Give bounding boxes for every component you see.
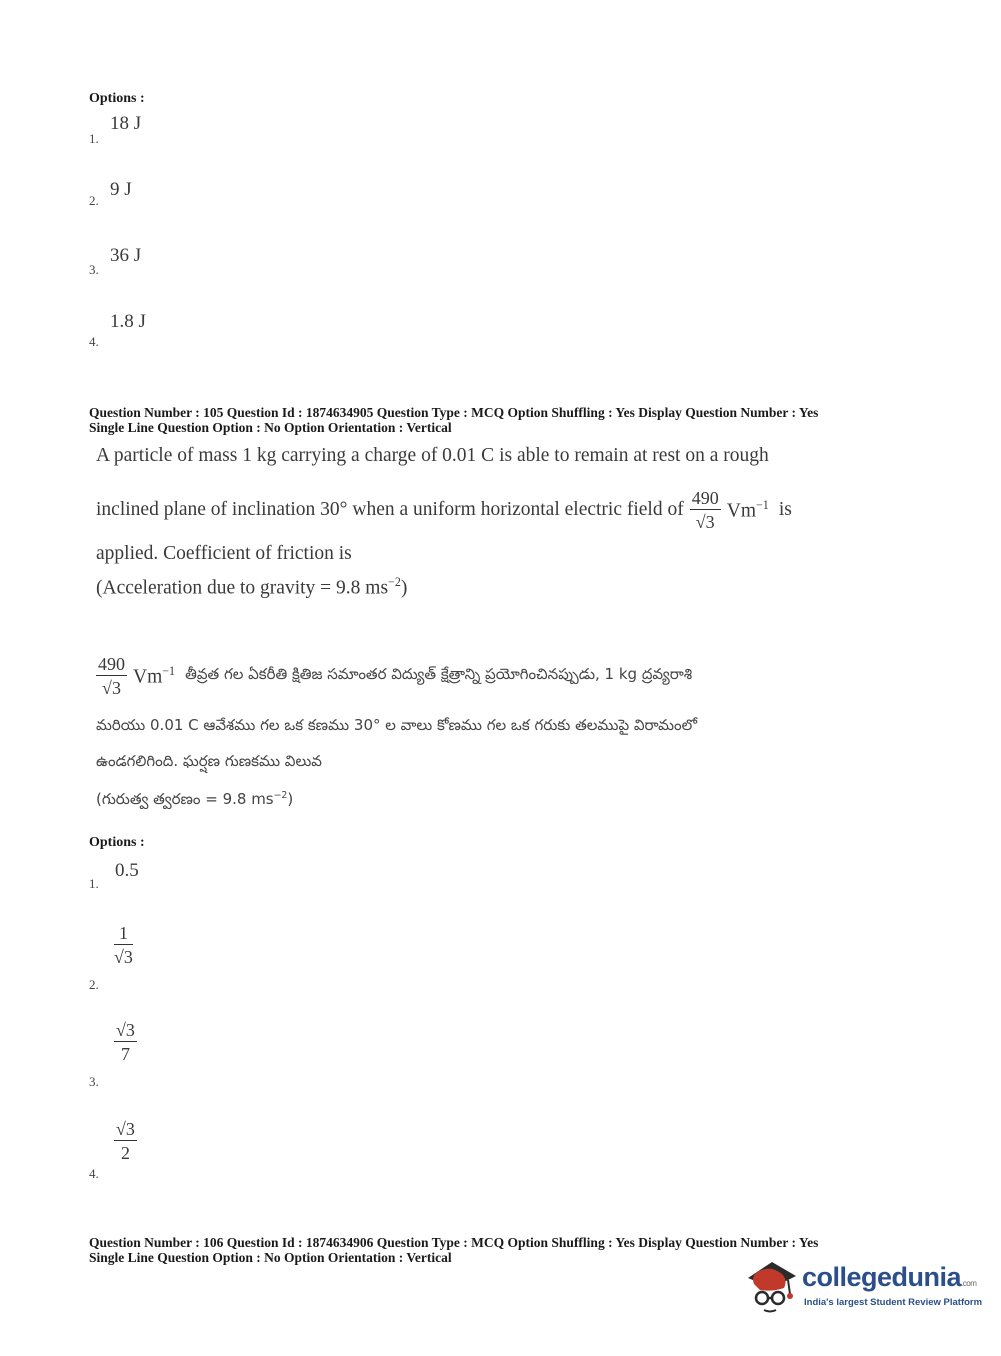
question-header: Question Number : 106 Question Id : 1874634906 Question Type : MCQ Option Shuffling : Yes Display Question Number : Yes [89,1235,819,1250]
sqrt-radicand: 3 [125,1119,135,1139]
logo-suffix: .com [961,1279,977,1288]
question-text-line-telugu: ఉండగలిగింది. ఘర్షణ గుణకము విలువ [96,752,322,770]
option-number: 4. [89,334,99,349]
collegedunia-logo[interactable] [742,1252,983,1322]
sqrt-radicand: 3 [111,678,121,698]
sqrt-symbol: √ [116,1020,126,1040]
fraction-numerator [114,1120,137,1141]
question-text-fragment: inclined plane of inclination 30° when a uniform horizontal electric field of [96,499,684,520]
field-unit: $Vm^{-1}$ [133,663,176,688]
field-fraction [690,489,721,531]
option-number: 2. [89,193,99,208]
question-header-sub: Single Line Question Option : No Option Orientation : Vertical [89,1250,452,1265]
fraction-numerator: 490 [98,654,125,674]
option-fraction [114,1120,137,1162]
option-value: 9 J [110,179,132,200]
sqrt-symbol: √ [116,1119,126,1139]
option-value: 1.8 J [110,311,146,332]
fraction-denominator: 7 [120,1044,130,1064]
field-fraction [96,655,127,697]
question-text-line [96,480,792,540]
fraction-denominator [96,676,127,697]
sqrt-symbol: √ [695,512,706,532]
question-text-line: applied. Coefficient of friction is [96,543,352,564]
question-text-fragment: is [778,499,792,520]
question-text-line-telugu: మరియు 0.01 C ఆవేశము గల ఒక కణము 30° ల వాలు కోణము గల ఒక గరుకు తలముపై విరామంలో [96,716,698,734]
question-text-line: (Acceleration due to gravity = 9.8 $ms^{-2}$) [96,575,408,599]
option-fraction [114,1021,137,1063]
option-number: 2. [89,977,99,992]
option-number: 4. [89,1166,99,1181]
option-value: 18 J [110,113,142,134]
question-header: Question Number : 105 Question Id : 1874634905 Question Type : MCQ Option Shuffling : Yes Display Question Number : Yes [89,405,819,420]
option-value: 36 J [110,245,142,266]
option-number: 3. [89,1074,99,1089]
question-text-line: A particle of mass 1 kg carrying a charge of 0.01 C is able to remain at rest on a rough [96,445,769,466]
question-text-fragment: తీవ్రత గల ఏకరీతి క్షితిజ సమాంతర విద్యుత్ క్షేత్రాన్ని ప్రయోగించినప్పుడు, 1 kg ద్రవ్యరాశి [185,665,693,683]
option-number: 3. [89,262,99,277]
logo-tagline: India's largest Student Review Platform [804,1297,983,1308]
question-header-sub: Single Line Question Option : No Option Orientation : Vertical [89,420,452,435]
fraction-denominator [690,510,721,531]
fraction-denominator [114,945,133,966]
options-label: Options : [89,91,145,106]
sqrt-symbol: √ [114,947,124,967]
question-text-line-telugu: (గురుత్వ త్వరణం = 9.8 $ms^{-2}$) [96,790,294,808]
fraction-numerator: 490 [691,488,719,508]
mascot-icon [742,1256,800,1314]
fraction-numerator: 1 [114,924,133,945]
option-number: 1. [89,131,99,146]
fraction-numerator [114,1021,137,1042]
fraction-denominator: 2 [120,1143,130,1163]
sqrt-radicand: 3 [125,1020,135,1040]
option-value: 0.5 [115,860,139,881]
option-fraction [114,924,133,966]
field-unit: $Vm^{-1}$ [726,497,769,522]
sqrt-radicand: 3 [123,947,133,967]
logo-brand: collegedunia.com [802,1262,977,1292]
sqrt-symbol: √ [102,678,112,698]
option-number: 1. [89,876,99,891]
question-text-line-telugu [96,645,692,707]
options-label: Options : [89,835,145,850]
sqrt-radicand: 3 [705,512,715,532]
